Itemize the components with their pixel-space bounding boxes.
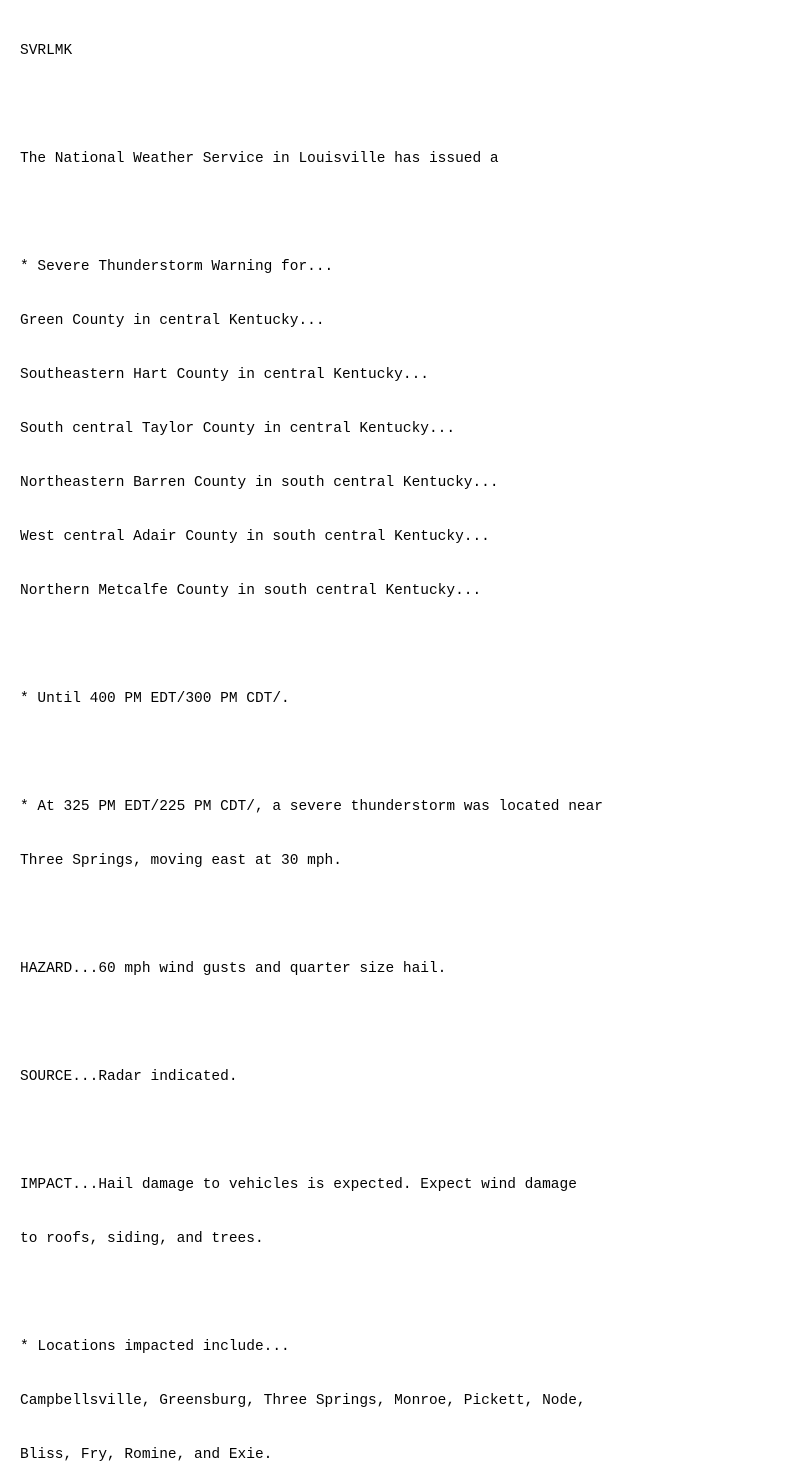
warning-area-taylor: South central Taylor County in central Kentucky... (20, 421, 456, 437)
locations-heading: * Locations impacted include... (20, 1339, 290, 1355)
blank-line (20, 204, 800, 222)
blank-line (20, 1014, 800, 1032)
locations-line: Bliss, Fry, Romine, and Exie. (20, 1447, 273, 1463)
blank-line (20, 1284, 800, 1302)
warning-area-green: Green County in central Kentucky... (20, 313, 325, 329)
blank-line (20, 906, 800, 924)
blank-line (20, 636, 800, 654)
source-text: SOURCE...Radar indicated. (20, 1069, 238, 1085)
locations-line: Campbellsville, Greensburg, Three Springs, Monroe, Pickett, Node, (20, 1393, 586, 1409)
blank-line (20, 1122, 800, 1140)
storm-location-line: Three Springs, moving east at 30 mph. (20, 853, 342, 869)
blank-line (20, 744, 800, 762)
warning-area-barren: Northeastern Barren County in south central Kentucky... (20, 475, 499, 491)
blank-line (20, 96, 800, 114)
warning-area-adair: West central Adair County in south central Kentucky... (20, 529, 490, 545)
impact-line: to roofs, siding, and trees. (20, 1231, 264, 1247)
intro-text: The National Weather Service in Louisville has issued a (20, 151, 499, 167)
warning-heading: * Severe Thunderstorm Warning for... (20, 259, 334, 275)
hazard-text: HAZARD...60 mph wind gusts and quarter size hail. (20, 961, 447, 977)
storm-location-line: * At 325 PM EDT/225 PM CDT/, a severe thunderstorm was located near (20, 799, 603, 815)
product-code: SVRLMK (20, 43, 73, 59)
warning-area-metcalfe: Northern Metcalfe County in south central Kentucky... (20, 583, 482, 599)
impact-line: IMPACT...Hail damage to vehicles is expected. Expect wind damage (20, 1177, 577, 1193)
until-text: * Until 400 PM EDT/300 PM CDT/. (20, 691, 290, 707)
warning-area-hart: Southeastern Hart County in central Kentucky... (20, 367, 429, 383)
